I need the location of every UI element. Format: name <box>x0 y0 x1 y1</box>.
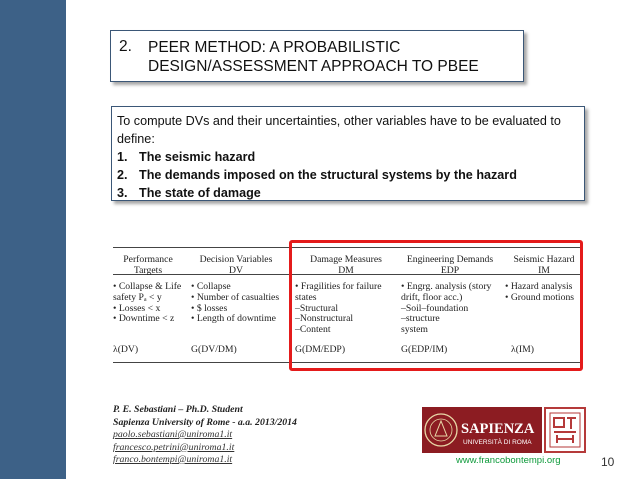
col-body-performance: • Collapse & Life safety Pₐ < y • Losses < x • Downtime < z <box>113 281 182 325</box>
title-line-2: DESIGN/ASSESSMENT APPROACH TO PBEE <box>148 58 479 75</box>
seal-icon <box>544 407 586 453</box>
email-link[interactable]: franco.bontempi@uniroma1.it <box>113 454 233 465</box>
list-item-2: 2. The demands imposed on the structural systems by the hazard <box>117 168 517 182</box>
col-body-edp: • Engrg. analysis (story drift, floor acc.) –Soil–foundation –structure system <box>401 281 492 336</box>
intro-line-2: define: <box>117 132 155 146</box>
col-head-dv: Decision Variables DV <box>199 254 273 276</box>
foot-performance: λ(DV) <box>113 344 139 355</box>
list-item-1: 1. The seismic hazard <box>117 150 256 164</box>
side-bar <box>0 0 66 479</box>
col-head-edp: Engineering Demands EDP <box>406 254 494 276</box>
highlight-frame <box>289 240 583 371</box>
intro-line-1: To compute DVs and their uncertainties, other variables have to be evaluated to <box>117 114 561 128</box>
author-affiliation: Sapienza University of Rome - a.a. 2013/2014 <box>113 416 297 428</box>
logo-subtitle: UNIVERSITÀ DI ROMA <box>463 439 532 446</box>
website-link[interactable]: www.francobontempi.org <box>456 455 561 466</box>
col-body-dm: • Fragilities for failure states –Structural –Nonstructural –Content <box>295 281 382 336</box>
logo-name: SAPIENZA <box>461 421 535 437</box>
slide-title <box>148 38 479 76</box>
author-info <box>113 404 297 467</box>
col-head-im: Seismic Hazard IM <box>513 254 575 276</box>
foot-dv: G(DV/DM) <box>191 344 237 355</box>
slide-title-box <box>110 30 524 82</box>
foot-edp: G(EDP/IM) <box>401 344 448 355</box>
col-body-im: • Hazard analysis • Ground motions <box>505 281 575 303</box>
col-head-dm: Damage Measures DM <box>310 254 382 276</box>
email-link[interactable]: francesco.petrini@uniroma1.it <box>113 441 235 453</box>
email-link[interactable]: paolo.sebastiani@uniroma1.it <box>113 429 233 440</box>
sapienza-logo <box>422 407 542 453</box>
list-item-3: 3. The state of damage <box>117 186 261 200</box>
intro-text-box <box>111 106 585 201</box>
col-head-performance: Performance Targets <box>123 254 173 276</box>
title-number: 2. <box>119 38 132 55</box>
title-line-1: PEER METHOD: A PROBABILISTIC <box>148 39 401 56</box>
page-number: 10 <box>601 455 615 469</box>
foot-im: λ(IM) <box>511 344 534 355</box>
author-name: P. E. Sebastiani – Ph.D. Student <box>113 404 243 415</box>
col-body-dv: • Collapse • Number of casualties • $ losses • Length of downtime <box>191 281 280 325</box>
foot-dm: G(DM/EDP) <box>295 344 346 355</box>
